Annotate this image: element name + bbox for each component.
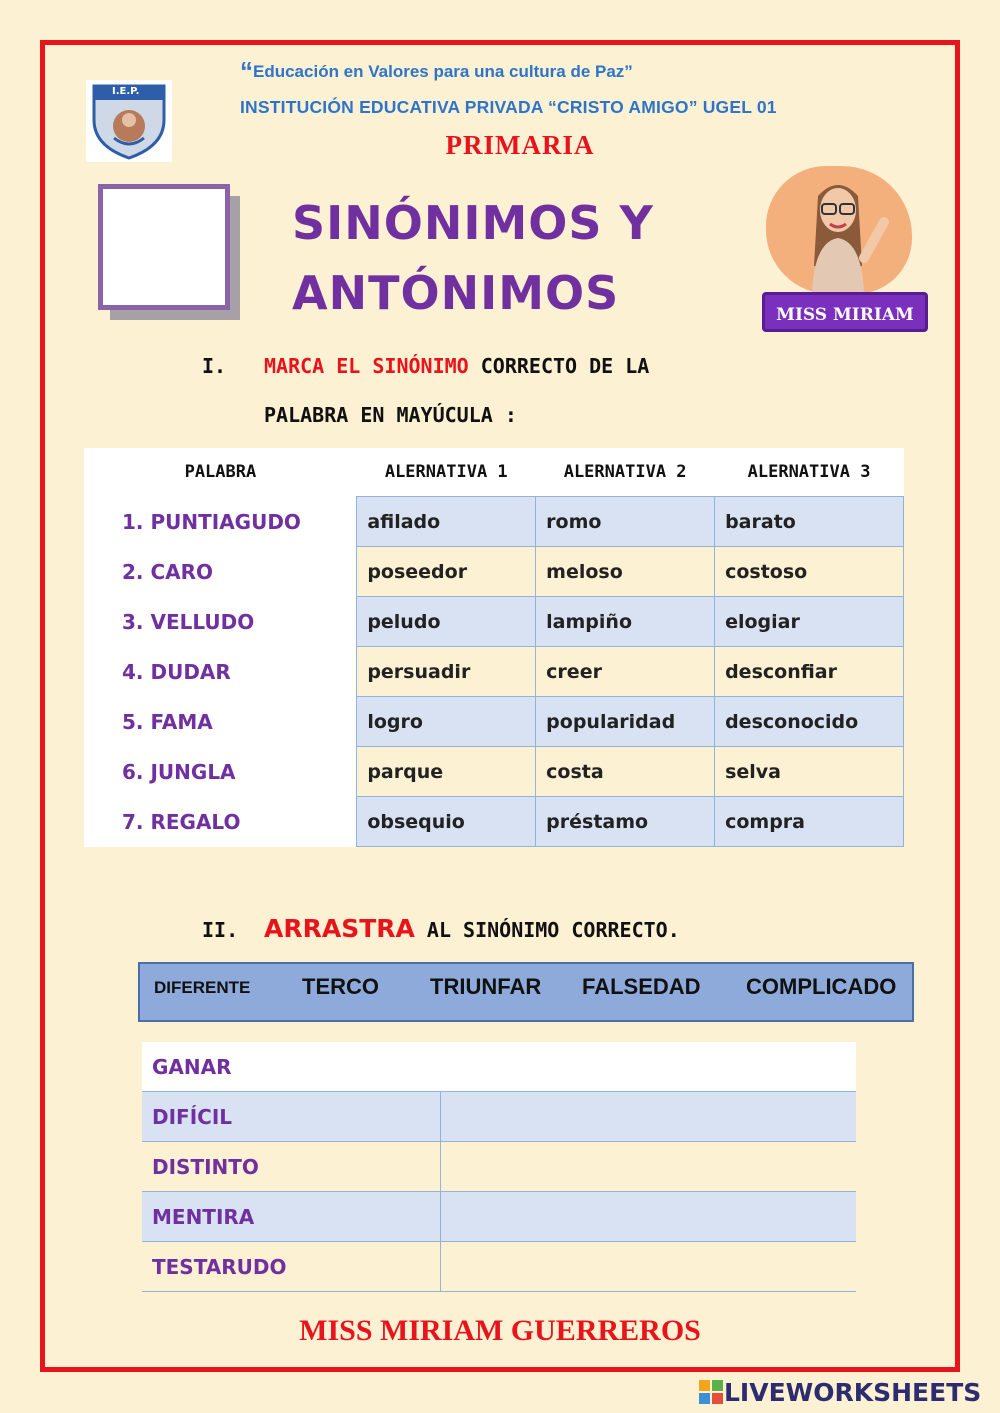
school-motto	[240, 56, 860, 93]
drop-zone[interactable]	[440, 1242, 856, 1292]
alternative-option[interactable]: romo	[536, 497, 715, 547]
alternative-option[interactable]: selva	[715, 747, 904, 797]
header-alt-3: ALERNATIVA 3	[715, 448, 904, 497]
alternative-option[interactable]: elogiar	[715, 597, 904, 647]
header-alt-2: ALERNATIVA 2	[536, 448, 715, 497]
alternative-option[interactable]: barato	[715, 497, 904, 547]
row-word: 2. CARO	[84, 547, 357, 597]
section-1-instruction-line-2: PALABRA EN MAYÚCULA :	[264, 403, 517, 427]
row-word: 3. VELLUDO	[84, 597, 357, 647]
liveworksheets-brand	[698, 1378, 998, 1410]
row-word: 6. JUNGLA	[84, 747, 357, 797]
row-word: 7. REGALO	[84, 797, 357, 847]
liveworksheets-icon	[698, 1379, 724, 1405]
alternative-option[interactable]: poseedor	[357, 547, 536, 597]
table-row	[84, 547, 904, 597]
institution-name: INSTITUCIÓN EDUCATIVA PRIVADA “CRISTO AMIGO” UGEL 01	[240, 97, 777, 117]
row-word: 5. FAMA	[84, 697, 357, 747]
section-1-number: I.	[202, 354, 227, 378]
drag-word[interactable]: COMPLICADO	[746, 974, 897, 999]
drop-table	[142, 1042, 856, 1292]
drop-zone[interactable]	[440, 1092, 856, 1142]
title-line-2: ANTÓNIMOS	[292, 266, 620, 320]
table-row	[84, 747, 904, 797]
table-row	[142, 1092, 856, 1142]
table-row	[142, 1142, 856, 1192]
row-word: 1. PUNTIAGUDO	[84, 497, 357, 547]
title-line-1: SINÓNIMOS Y	[292, 196, 654, 250]
drag-word[interactable]: DIFERENTE	[154, 978, 251, 997]
section-2-highlight: ARRASTRA	[264, 914, 415, 943]
table-row	[142, 1192, 856, 1242]
alternative-option[interactable]: obsequio	[357, 797, 536, 847]
alternative-option[interactable]: desconfiar	[715, 647, 904, 697]
drop-zone[interactable]	[440, 1042, 856, 1092]
alternative-option[interactable]: logro	[357, 697, 536, 747]
synonym-table	[84, 448, 904, 848]
alternative-option[interactable]: compra	[715, 797, 904, 847]
motto-quote: “	[240, 56, 253, 86]
table-row	[142, 1042, 856, 1092]
alternative-option[interactable]: afilado	[357, 497, 536, 547]
table-row	[84, 797, 904, 847]
header-alt-1: ALERNATIVA 1	[357, 448, 536, 497]
table-row	[142, 1242, 856, 1292]
header-palabra: PALABRA	[84, 448, 357, 497]
target-word: GANAR	[142, 1042, 440, 1092]
logo-text: I.E.P.	[112, 86, 140, 97]
section-1-rest: CORRECTO DE LA	[468, 354, 650, 378]
alternative-option[interactable]: popularidad	[536, 697, 715, 747]
table-row	[84, 697, 904, 747]
score-box[interactable]	[98, 184, 230, 310]
table-row	[84, 497, 904, 547]
table-row	[84, 597, 904, 647]
author-signature: MISS MIRIAM GUERREROS	[299, 1314, 701, 1347]
alternative-option[interactable]: costoso	[715, 547, 904, 597]
alternative-option[interactable]: lampiño	[536, 597, 715, 647]
target-word: DIFÍCIL	[142, 1092, 440, 1142]
level-label: PRIMARIA	[445, 130, 595, 160]
alternative-option[interactable]: costa	[536, 747, 715, 797]
section-2-rest: AL SINÓNIMO CORRECTO.	[414, 918, 680, 942]
drop-zone[interactable]	[440, 1142, 856, 1192]
drag-word[interactable]: FALSEDAD	[582, 974, 701, 999]
section-2-instruction	[264, 914, 680, 943]
alternative-option[interactable]: creer	[536, 647, 715, 697]
target-word: DISTINTO	[142, 1142, 440, 1192]
page-title	[292, 188, 654, 328]
motto-text: Educación en Valores para una cultura de Paz”	[253, 62, 633, 81]
alternative-option[interactable]: desconocido	[715, 697, 904, 747]
avatar	[766, 166, 912, 294]
alternative-option[interactable]: parque	[357, 747, 536, 797]
word-bank	[138, 962, 914, 1022]
avatar-banner: MISS MIRIAM	[762, 292, 928, 332]
brand-text: LIVEWORKSHEETS	[724, 1378, 982, 1407]
drag-word[interactable]: TRIUNFAR	[430, 974, 542, 999]
section-2-number: II.	[202, 918, 239, 942]
section-1-highlight: MARCA EL SINÓNIMO	[264, 354, 469, 378]
drop-zone[interactable]	[440, 1192, 856, 1242]
section-1-instruction	[264, 354, 649, 378]
target-word: MENTIRA	[142, 1192, 440, 1242]
alternative-option[interactable]: meloso	[536, 547, 715, 597]
alternative-option[interactable]: peludo	[357, 597, 536, 647]
target-word: TESTARUDO	[142, 1242, 440, 1292]
school-logo	[86, 80, 172, 162]
row-word: 4. DUDAR	[84, 647, 357, 697]
alternative-option[interactable]: préstamo	[536, 797, 715, 847]
drag-word[interactable]: TERCO	[302, 974, 379, 999]
table-row	[84, 647, 904, 697]
alternative-option[interactable]: persuadir	[357, 647, 536, 697]
